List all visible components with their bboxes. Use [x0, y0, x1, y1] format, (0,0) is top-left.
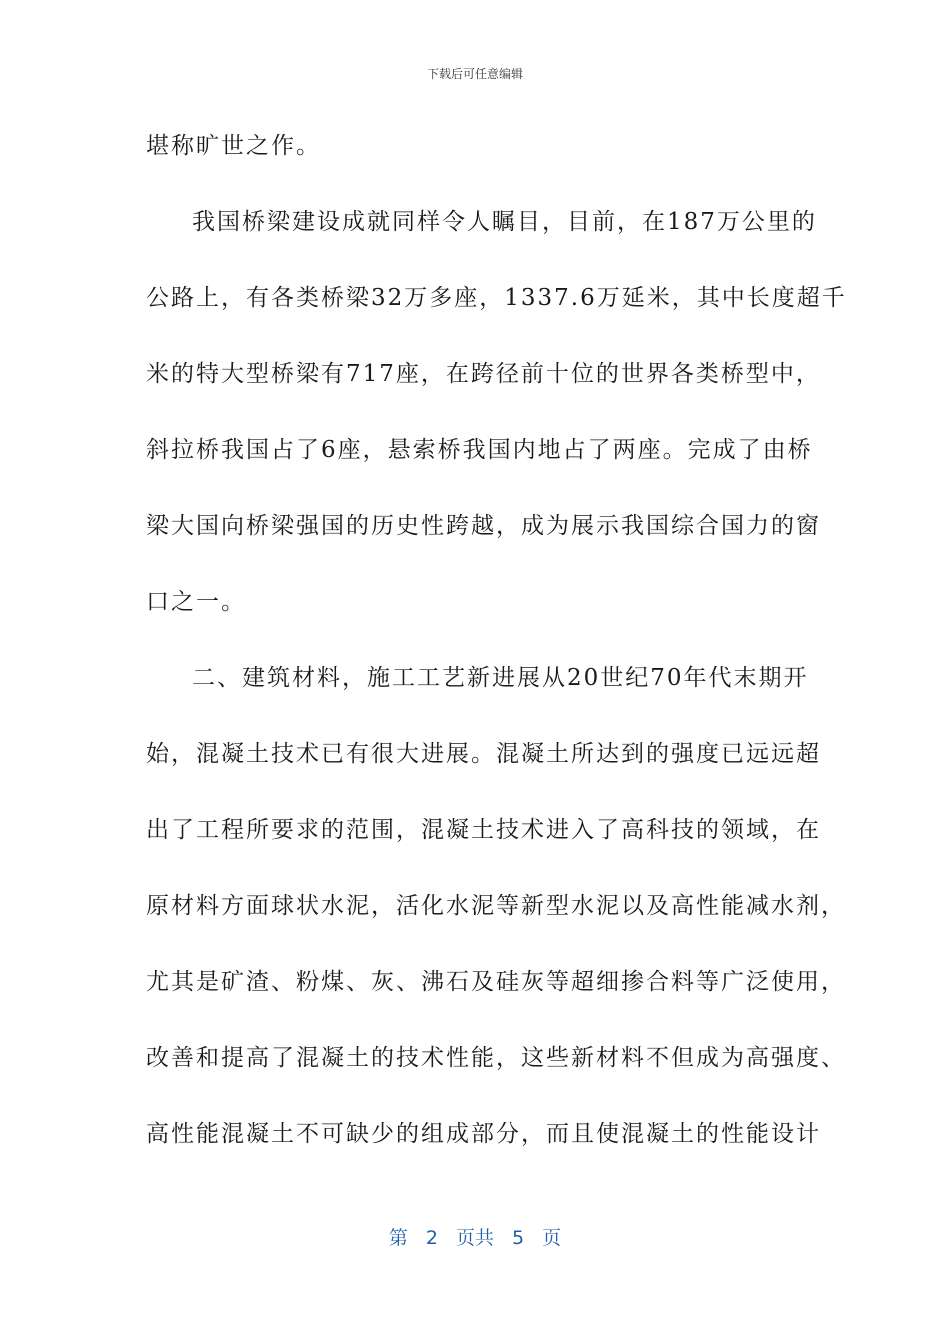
text-line: 口之一。 [146, 589, 246, 615]
text-line: 高性能混凝土不可缺少的组成部分，而且使混凝土的性能设计 [146, 1121, 821, 1147]
text-line: 公路上，有各类桥梁32万多座，1337.6万延米，其中长度超千 [146, 285, 847, 311]
section-heading-line: 二、建筑材料，施工工艺新进展从20世纪70年代末期开 [192, 665, 809, 691]
footer-suffix: 页 [542, 1227, 562, 1249]
current-page-number: 2 [425, 1227, 438, 1249]
text-line: 原材料方面球状水泥，活化水泥等新型水泥以及高性能减水剂， [146, 893, 846, 919]
text-line: 出了工程所要求的范围，混凝土技术进入了高科技的领域，在 [146, 817, 821, 843]
footer-prefix: 第 [388, 1227, 408, 1249]
text-line: 尤其是矿渣、粉煤、灰、沸石及硅灰等超细掺合料等广泛使用， [146, 969, 846, 995]
page-header-note: 下载后可任意编辑 [426, 67, 523, 81]
text-line: 改善和提高了混凝土的技术性能，这些新材料不但成为高强度、 [146, 1045, 846, 1071]
paragraph-start-line: 我国桥梁建设成就同样令人瞩目，目前，在187万公里的 [192, 209, 817, 235]
text-line: 堪称旷世之作。 [146, 133, 321, 159]
document-body [146, 124, 847, 1188]
page-number-footer [0, 1226, 950, 1250]
text-line: 梁大国向桥梁强国的历史性跨越，成为展示我国综合国力的窗 [146, 513, 821, 539]
total-pages-number: 5 [512, 1227, 525, 1249]
text-line: 米的特大型桥梁有717座，在跨径前十位的世界各类桥型中， [146, 361, 821, 387]
footer-middle: 页共 [455, 1227, 494, 1249]
text-line: 斜拉桥我国占了6座，悬索桥我国内地占了两座。完成了由桥 [146, 437, 813, 463]
text-line: 始，混凝土技术已有很大进展。混凝土所达到的强度已远远超 [146, 741, 821, 767]
